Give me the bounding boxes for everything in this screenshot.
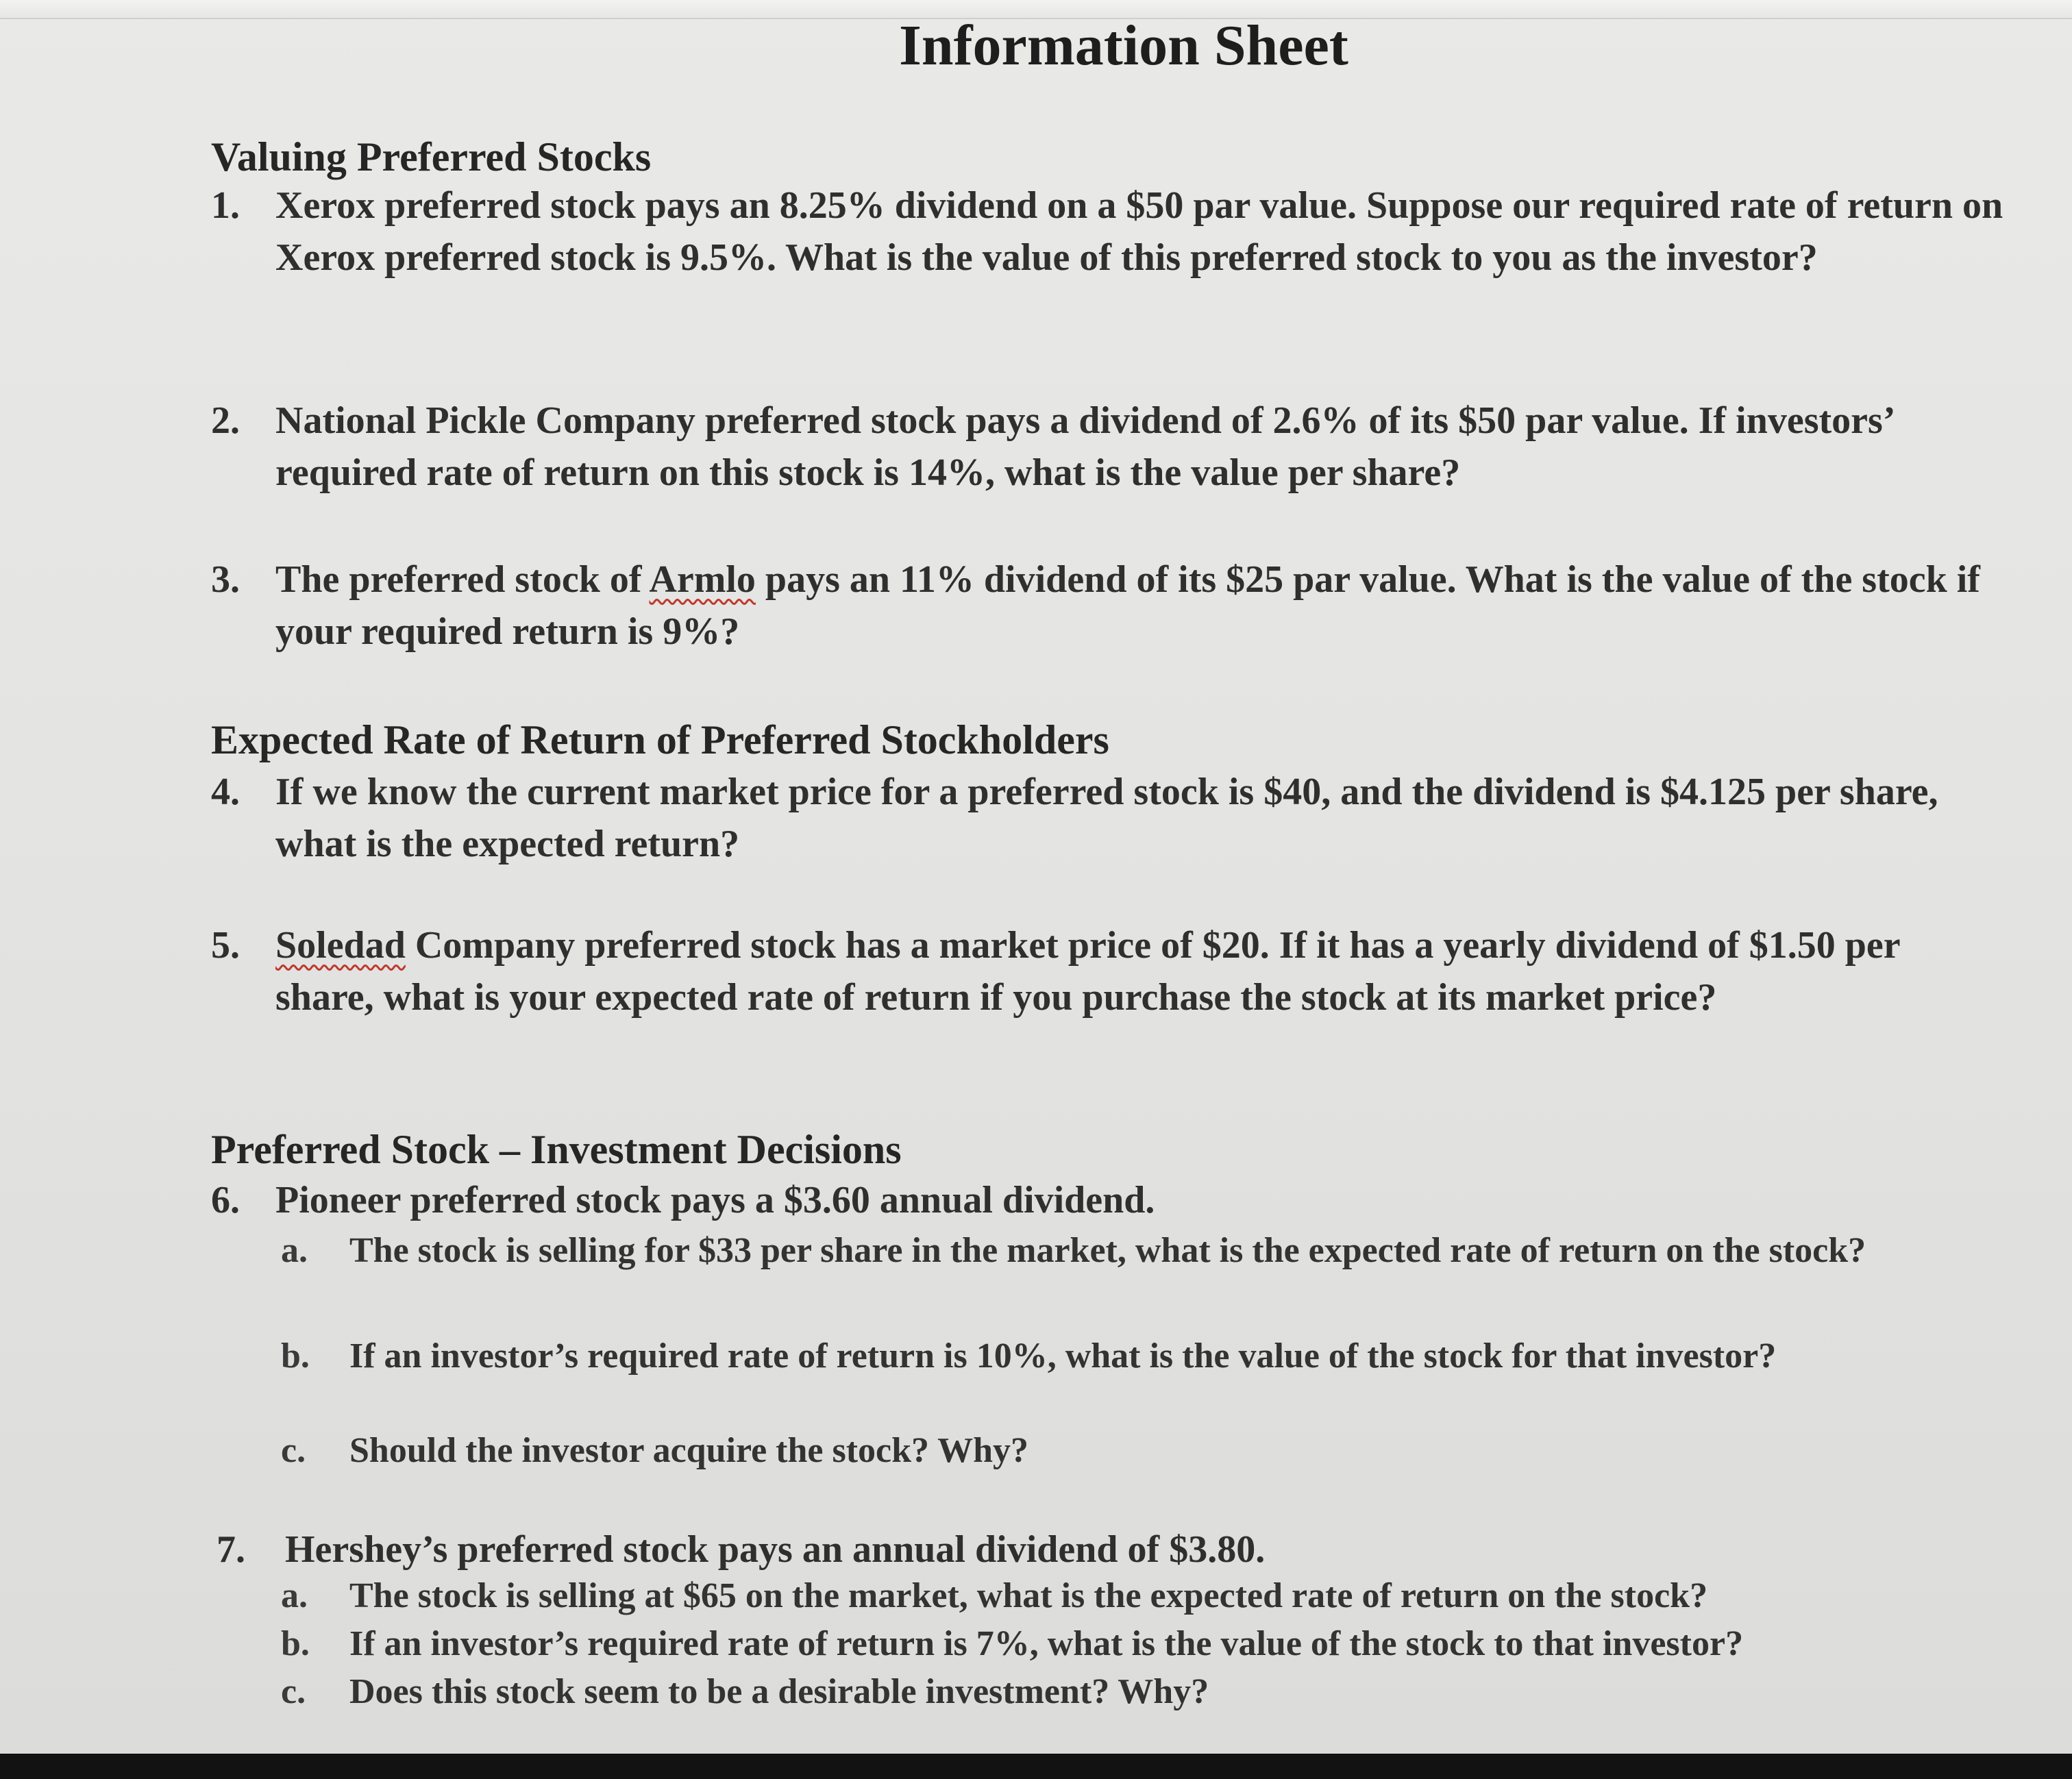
question-number-5: 5. (211, 924, 240, 967)
question-6-part-c-letter: c. (281, 1431, 306, 1470)
spellcheck-flagged-word-2: Soledad (275, 924, 406, 967)
question-number-7: 7. (217, 1528, 245, 1571)
spellcheck-flagged-word: Armlo (649, 558, 756, 601)
question-7-part-a-letter: a. (281, 1576, 308, 1615)
monitor-bezel (0, 1754, 2072, 1779)
question-number-3: 3. (211, 558, 240, 601)
question-5-text (275, 919, 1961, 1023)
question-5-text-rest: Company preferred stock has a market price of $20. If it has a yearly dividend of $1.50 per share, what is your expected rate of return if you purchase the stock at its market price? (275, 924, 1900, 1019)
question-2-text: National Pickle Company preferred stock pays a dividend of 2.6% of its $50 par value. If investors’ required rate of return on this stock is 14%, what is the value per share? (275, 399, 1893, 494)
section-heading-expected-return: Expected Rate of Return of Preferred Stockholders (211, 717, 1109, 762)
question-7-part-b-letter: b. (281, 1624, 310, 1663)
section-heading-investment-decisions: Preferred Stock – Investment Decisions (211, 1127, 902, 1172)
question-6-part-c-text: Should the investor acquire the stock? Why? (349, 1431, 1029, 1470)
question-7-text: Hershey’s preferred stock pays an annual dividend of $3.80. (285, 1528, 1266, 1571)
question-6-part-b-letter: b. (281, 1336, 310, 1376)
question-3-text-end: pays an 11% dividend of its $25 par value. What is the value of the stock if your required return is 9%? (275, 558, 1980, 653)
question-6-part-b-text: If an investor’s required rate of return is 10%, what is the value of the stock for that investor? (349, 1336, 1777, 1376)
question-6-part-a-letter: a. (281, 1231, 308, 1270)
question-number-6: 6. (211, 1179, 240, 1221)
question-6-text: Pioneer preferred stock pays a $3.60 annual dividend. (275, 1179, 1155, 1221)
question-number-2: 2. (211, 399, 240, 442)
question-7-part-a-text: The stock is selling at $65 on the market, what is the expected rate of return on the stock? (349, 1576, 1708, 1615)
question-4-text: If we know the current market price for a preferred stock is $40, and the dividend is $4.125 per share, what is the expected return? (275, 771, 1938, 865)
question-7-part-c-text: Does this stock seem to be a desirable investment? Why? (349, 1672, 1209, 1711)
question-number-1: 1. (211, 184, 240, 227)
question-3-text (275, 553, 2002, 658)
page-title: Information Sheet (899, 14, 1348, 77)
question-6-part-a-text: The stock is selling for $33 per share in the market, what is the expected rate of return on the stock? (349, 1231, 1866, 1270)
question-7-part-b-text: If an investor’s required rate of return is 7%, what is the value of the stock to that investor? (349, 1624, 1744, 1663)
question-7-part-c-letter: c. (281, 1672, 306, 1711)
question-3-text-start: The preferred stock of (275, 558, 650, 601)
section-heading-valuing: Valuing Preferred Stocks (211, 134, 652, 179)
question-number-4: 4. (211, 771, 240, 813)
question-1-text: Xerox preferred stock pays an 8.25% dividend on a $50 par value. Suppose our required rate of return on Xerox preferred stock is 9.5%. What is the value of this preferred stock to you as the investor? (275, 184, 2003, 279)
